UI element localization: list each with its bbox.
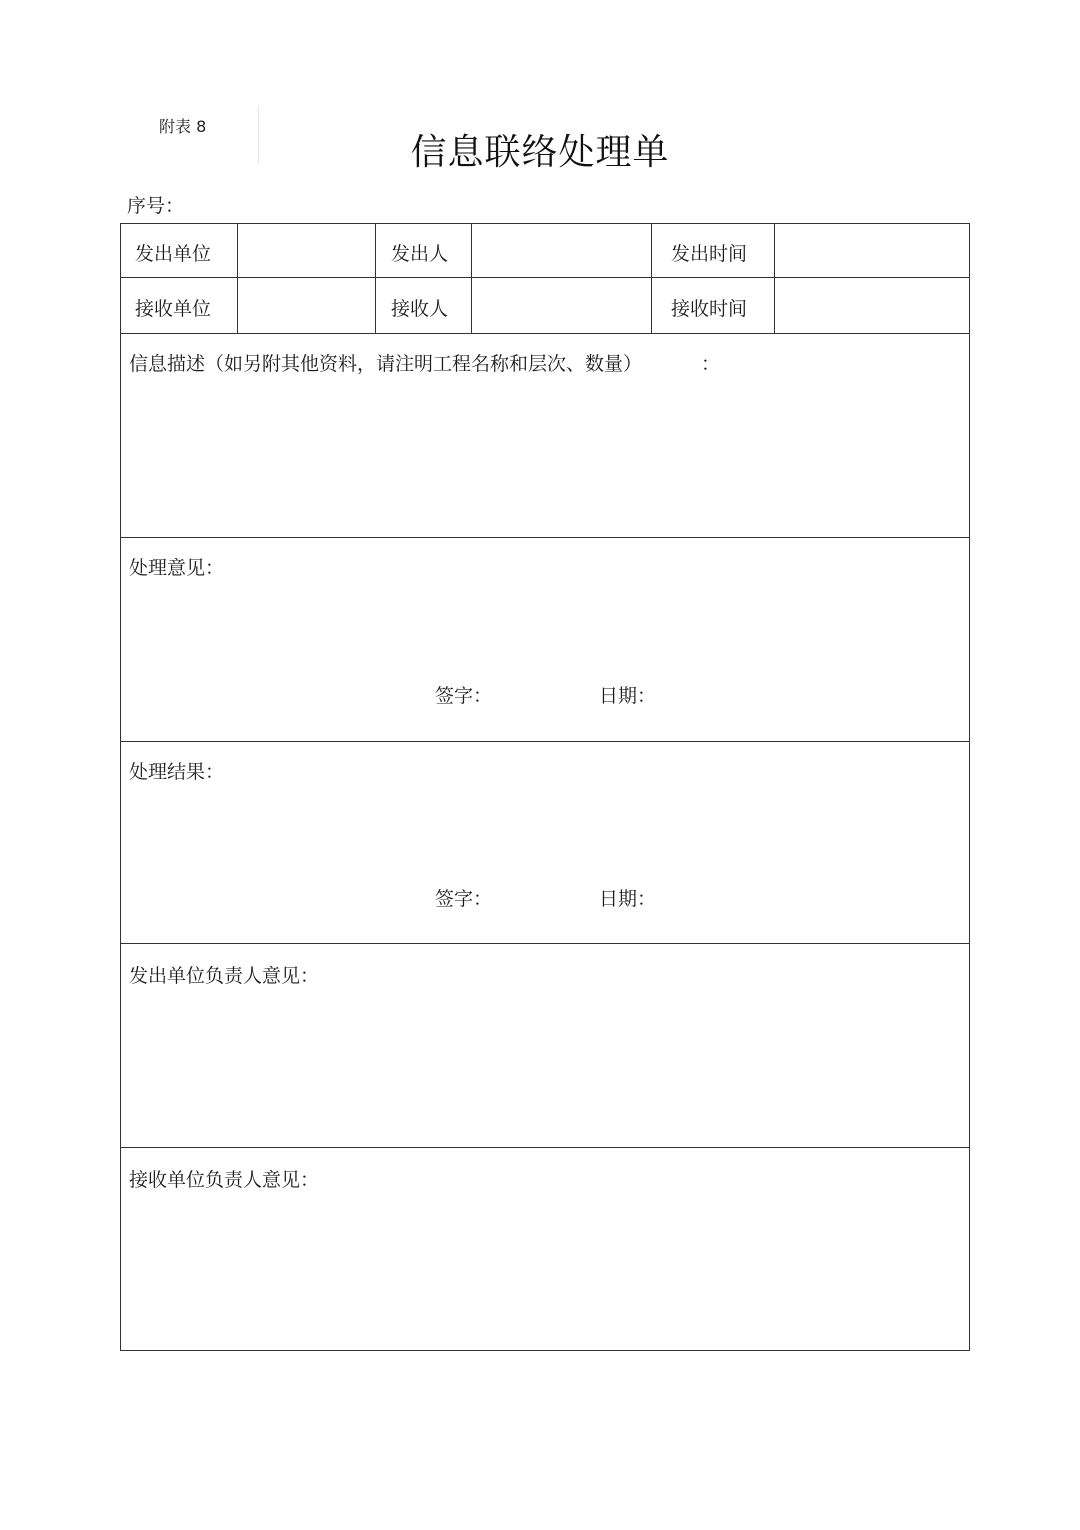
receiver-field[interactable] [472,278,650,333]
column-divider [774,224,775,333]
description-colon: ： [701,353,721,375]
result-label: 处理结果： [129,761,225,783]
receiver-head-label: 接收单位负责人意见： [129,1169,320,1191]
description-label: 信息描述（如另附其他资料，请注明工程名称和层次、数量） [129,353,643,375]
column-divider [651,224,652,333]
contact-form-table [120,223,970,1351]
page-title: 信息联络处理单 [410,132,670,173]
receiver-unit-label: 接收单位 [135,298,212,320]
result-date-label: 日期： [599,888,657,910]
sender-head-section[interactable] [121,944,969,1148]
serial-number-label: 序号： [127,195,185,217]
receive-time-label: 接收时间 [671,298,748,320]
send-time-label: 发出时间 [671,243,748,265]
opinion-sign-label: 签字： [435,685,493,707]
column-divider [375,224,376,333]
sender-unit-field[interactable] [238,224,375,278]
result-sign-label: 签字： [435,888,493,910]
send-time-field[interactable] [775,224,965,278]
column-divider [471,224,472,333]
appendix-number: 附表 8 [159,117,207,136]
sender-field[interactable] [472,224,650,278]
receiver-label: 接收人 [391,298,449,320]
sender-head-label: 发出单位负责人意见： [129,965,320,987]
receiver-unit-field[interactable] [238,278,375,333]
result-section[interactable] [121,742,969,944]
sender-info-row [121,224,969,278]
receiver-head-section[interactable] [121,1148,969,1348]
description-section[interactable] [121,334,969,537]
sender-unit-label: 发出单位 [135,243,212,265]
sender-label: 发出人 [391,243,449,265]
opinion-section[interactable] [121,538,969,741]
opinion-date-label: 日期： [599,685,657,707]
receive-time-field[interactable] [775,278,965,333]
receiver-info-row [121,278,969,333]
opinion-label: 处理意见： [129,557,225,579]
column-divider [237,224,238,333]
